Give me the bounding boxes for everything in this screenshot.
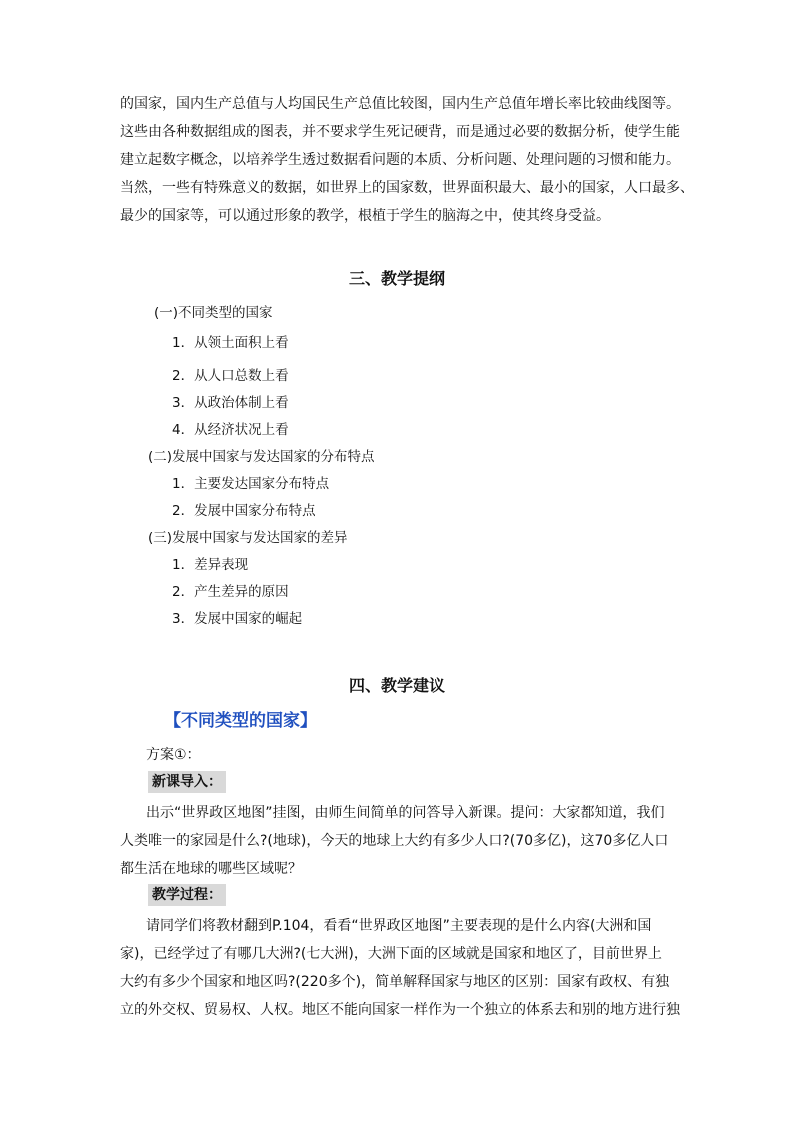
process-label: 教学过程： [148, 884, 226, 906]
intro-text-line-3: 都生活在地球的哪些区域呢？ [120, 861, 302, 877]
process-text-line-3: 大约有多少个国家和地区吗?(220多个)，简单解释国家与地区的区别：国家有政权、有独 [120, 974, 670, 990]
outline-item: 2．产生差异的原因 [172, 584, 289, 600]
outline-item: 1．从领土面积上看 [172, 335, 289, 351]
section-3-heading: 三、教学提纲 [348, 269, 445, 288]
intro-line-2: 这些由各种数据组成的图表，并不要求学生死记硬背，而是通过必要的数据分析，使学生能 [120, 124, 680, 140]
outline-item: 3．发展中国家的崛起 [172, 611, 303, 627]
intro-text-line-2: 人类唯一的家园是什么?(地球)，今天的地球上大约有多少人口?(70多亿)，这70多亿人口 [120, 833, 669, 849]
process-text-line-2: 家)，已经学过了有哪几大洲?(七大洲)，大洲下面的区域就是国家和地区了，目前世界上 [120, 946, 662, 962]
topic-title: 【不同类型的国家】 [164, 711, 317, 731]
outline-item: 1．差异表现 [172, 557, 249, 573]
outline-part-3: (三)发展中国家与发达国家的差异 [148, 530, 348, 546]
plan-label: 方案①： [146, 747, 201, 763]
intro-line-4: 当然，一些有特殊意义的数据，如世界上的国家数，世界面积最大、最小的国家，人口最多、 [120, 180, 694, 196]
intro-label: 新课导入： [148, 771, 226, 793]
outline-item: 2．发展中国家分布特点 [172, 503, 316, 519]
process-text-line-4: 立的外交权、贸易权、人权。地区不能向国家一样作为一个独立的体系去和别的地方进行独 [120, 1002, 680, 1018]
process-text-line-1: 请同学们将教材翻到P.104，看看“世界政区地图”主要表现的是什么内容(大洲和国 [146, 918, 652, 934]
outline-item: 1．主要发达国家分布特点 [172, 476, 330, 492]
outline-item: 3．从政治体制上看 [172, 395, 289, 411]
outline-item: 2．从人口总数上看 [172, 368, 289, 384]
intro-line-5: 最少的国家等，可以通过形象的教学，根植于学生的脑海之中，使其终身受益。 [120, 208, 610, 224]
outline-part-2: (二)发展中国家与发达国家的分布特点 [148, 449, 375, 465]
intro-line-3: 建立起数字概念，以培养学生透过数据看问题的本质、分析问题、处理问题的习惯和能力。 [120, 152, 680, 168]
outline-part-1: (一)不同类型的国家 [154, 305, 273, 321]
intro-line-1: 的国家，国内生产总值与人均国民生产总值比较图，国内生产总值年增长率比较曲线图等。 [120, 96, 680, 112]
section-4-heading: 四、教学建议 [348, 676, 445, 695]
outline-item: 4．从经济状况上看 [172, 422, 289, 438]
intro-text-line-1: 出示“世界政区地图”挂图，由师生间简单的问答导入新课。提问：大家都知道，我们 [146, 805, 665, 821]
